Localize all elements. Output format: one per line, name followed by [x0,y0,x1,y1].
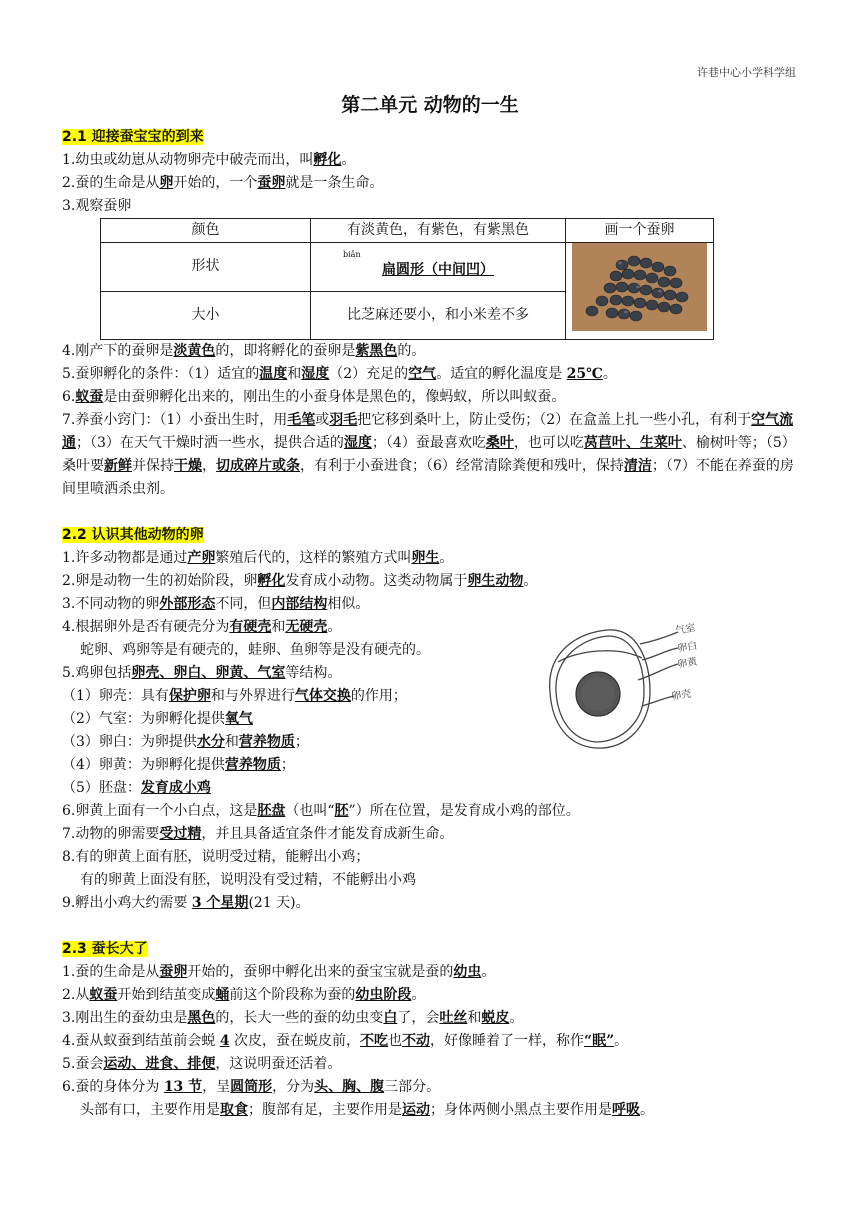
silkworm-eggs-photo [566,243,714,340]
text-line: 9.孵出小鸡大约需要 3 个星期(21 天)。 [62,895,310,911]
text-line: 4.根据卵外是否有硬壳分为有硬壳和无硬壳。 [62,619,342,635]
text-line: 2.蚕的生命是从卵开始的，一个蚕卵就是一条生命。 [62,175,384,191]
silkworm-egg-table [100,218,714,340]
text-line: （3）卵白：为卵提供水分和营养物质； [62,734,309,750]
text-line: 5.鸡卵包括卵壳、卵白、卵黄、气室等结构。 [62,665,342,681]
text-line: 4.蚕从蚁蚕到结茧前会蜕 4 次皮，蚕在蜕皮前，不吃也不动，好像睡着了一样，称作“眠”。 [62,1033,629,1049]
key-term: 卵 [159,175,174,191]
text-line: 5.蚕会运动、进食、排便，这说明蚕还活着。 [62,1056,342,1072]
text-paragraph: 7.养蚕小窍门：（1）小蚕出生时，用毛笔或羽毛把它移到桑叶上，防止受伤；（2）在盒盖上扎一些小孔，有利于空气流通；（3）在天气干燥时洒一些水，提供合适的湿度；（4）蚕最喜欢吃桑叶，也可以吃莴苣叶、生菜叶、榆树叶等；（5）桑叶要新鲜并保持干燥，切成碎片或条，有利于小蚕进食；（6）经常清除粪便和残叶，保持清洁；（7）不能在养蚕的房间里喷洒杀虫剂。 [62,412,796,497]
table-cell: 大小 [101,291,311,340]
text-line: 6.蚁蚕是由蚕卵孵化出来的，刚出生的小蚕身体是黑色的，像蚂蚁，所以叫蚁蚕。 [62,389,566,405]
section-heading-text: 2.1 迎接蚕宝宝的到来 [62,129,204,145]
section-heading-text: 2.2 认识其他动物的卵 [62,527,204,543]
text-line: 4.刚产下的蚕卵是淡黄色的，即将孵化的蚕卵是紫黑色的。 [62,343,426,359]
text-line: 1.蚕的生命是从蚕卵开始的，蚕卵中孵化出来的蚕宝宝就是蚕的幼虫。 [62,964,496,980]
key-term: 淡黄色 [173,343,216,359]
egg-label-air-cell: 气室 [674,622,697,637]
text-line: 1.幼虫或幼崽从动物卵壳中破壳而出，叫孵化。 [62,152,356,168]
table-cell: 画一个蚕卵 [566,219,714,243]
table-cell: 颜色 [101,219,311,243]
section-heading-text: 2.3 蚕长大了 [62,941,148,957]
text-line: （2）气室：为卵孵化提供氧气 [62,711,253,727]
text-line: （5）胚盘：发育成小鸡 [62,780,211,796]
table-cell: 有淡黄色，有紫色，有紫黑色 [311,219,566,243]
text-line: （4）卵黄：为卵孵化提供营养物质； [62,757,295,773]
text-line: （1）卵壳：具有保护卵和与外界进行气体交换的作用； [62,688,407,704]
text-line: 7.动物的卵需要受过精，并且具备适宜条件才能发育成新生命。 [62,826,454,842]
page-title: 第二单元 动物的一生 [341,94,519,116]
text-line: 2.从蚁蚕开始到结茧变成蛹前这个阶段称为蚕的幼虫阶段。 [62,987,426,1003]
text-line: 头部有口，主要作用是取食；腹部有足，主要作用是运动；身体两侧小黑点主要作用是呼吸。 [80,1102,654,1118]
text-line: 3.不同动物的卵外部形态不同，但内部结构相似。 [62,596,370,612]
text-line: 2.卵是动物一生的初始阶段，卵孵化发育成小动物。这类动物属于卵生动物。 [62,573,538,589]
egg-label-yolk: 卵黄 [676,656,699,671]
table-cell: 形状 [101,243,311,292]
section-heading [62,126,802,149]
key-term: 扁圆形（中间凹） [382,262,494,279]
text-line: 3.刚出生的蚕幼虫是黑色的，长大一些的蚕的幼虫变白了，会吐丝和蜕皮。 [62,1010,524,1026]
text-line: 6.蚕的身体分为 13 节，呈圆筒形，分为头、胸、腹三部分。 [62,1079,441,1095]
text-line: 8.有的卵黄上面有胚，说明受过精，能孵出小鸡； [62,849,370,865]
text-line: 有的卵黄上面没有胚，说明没有受过精，不能孵出小鸡 [80,872,416,888]
egg-label-shell: 卵壳 [670,688,693,703]
chicken-egg-diagram [538,622,708,756]
text-line: 6.卵黄上面有一个小白点，这是胚盘（也叫“胚”）所在位置，是发育成小鸡的部位。 [62,803,580,819]
text-line: 5.蚕卵孵化的条件：（1）适宜的温度和湿度（2）充足的空气。适宜的孵化温度是 25℃。 [62,366,617,382]
text-line: 1.许多动物都是通过产卵繁殖后代的，这样的繁殖方式叫卵生。 [62,550,454,566]
key-term: 紫黑色 [355,343,398,359]
table-cell: 比芝麻还要小，和小米差不多 [311,291,566,340]
text-line: 蛇卵、鸡卵等是有硬壳的，蛙卵、鱼卵等是没有硬壳的。 [80,642,430,658]
key-term: 蚕卵 [257,175,286,191]
egg-label-white: 卵白 [676,640,699,655]
section-heading [62,938,802,961]
pinyin-annotation: biǎn [343,250,361,260]
silkworm-eggs-image [572,243,707,331]
header-org: 许巷中心小学科学组 [697,66,796,79]
key-term: 孵化 [313,152,342,168]
table-cell [311,243,566,292]
section-heading [62,524,802,547]
text-line: 3.观察蚕卵 [62,198,132,214]
